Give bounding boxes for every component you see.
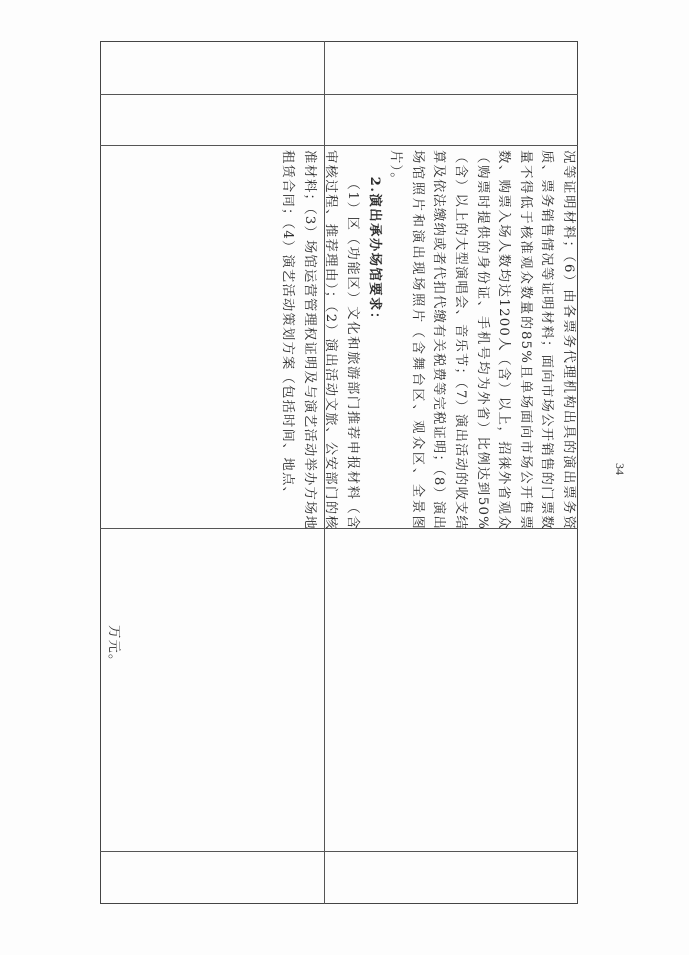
small-cell-text: 万元。 <box>106 625 121 669</box>
table-rule <box>100 145 578 146</box>
paragraph-venue-requirements: （1）区（功能区）文化和旅游部门推荐申报材料（含审核过程、推荐理由）；（2）演出活动文旅、公安部门的核准材料；（3）场馆运营管理权证明及与演艺活动举办方场地租赁合同；（4）演艺活动策划方案（包括时间、地点、 <box>280 150 361 530</box>
table-rule <box>100 94 578 95</box>
main-cell-text <box>277 150 579 530</box>
page-number: 34 <box>613 463 627 475</box>
table-rule <box>100 851 578 852</box>
paragraph-materials: 况等证明材料；（6）由各票务代理机构出具的演出票务资质、票务销售情况等证明材料；面向市场公开销售的门票数量不得低于核准观众数量的85%且单场面向市场公开售票数、购票入场人数均达1200人（含）以上，招徕外省观众（购票时提供的身份证、手机号均为外省）比例达到50%（含）以上的大型演唱会、音乐节；（7）演出活动的收支结算及依法缴纳或者代扣代缴有关税费等完税证明；（8）演出场馆照片和演出现场照片（含舞台区、观众区、全景图片）。 <box>388 150 576 530</box>
section-heading: 2.演出承办场馆要求： <box>366 176 382 327</box>
